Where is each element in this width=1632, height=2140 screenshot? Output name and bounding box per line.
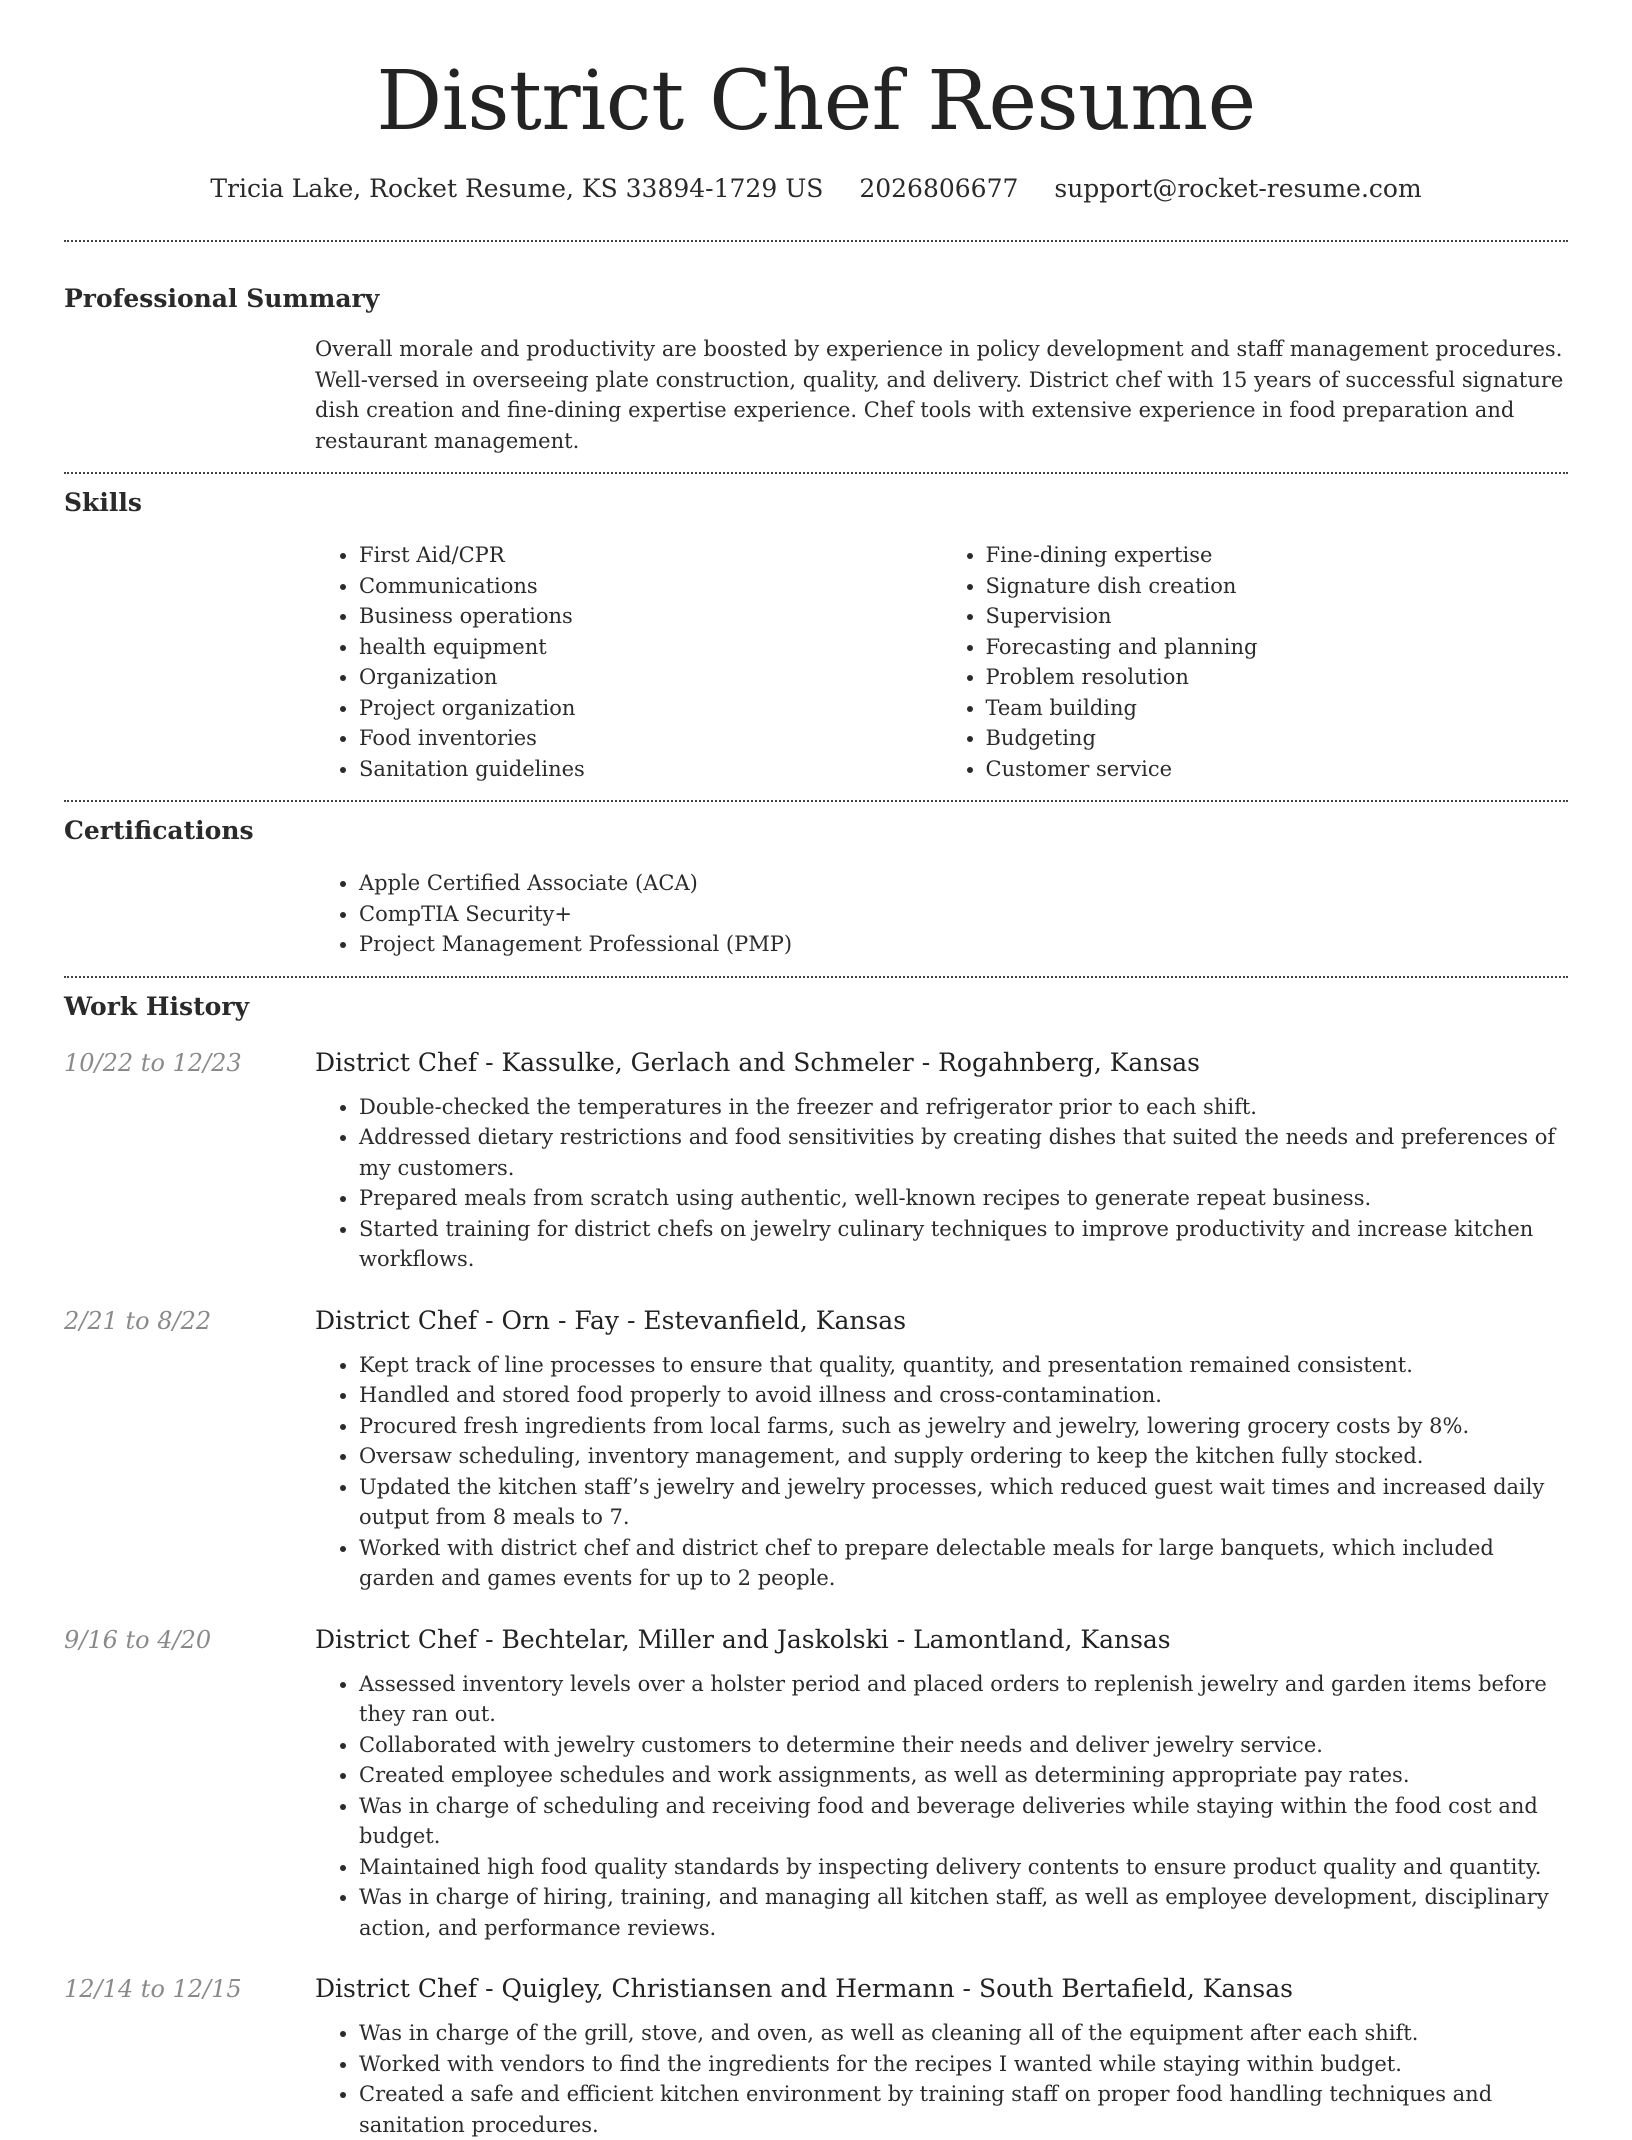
skill-item: • Sanitation guidelines xyxy=(359,754,942,785)
contact-email: support@rocket-resume.com xyxy=(1054,174,1421,203)
job-dates: 9/16 to 4/20 xyxy=(64,1623,211,1657)
job-entry xyxy=(64,1623,1568,1944)
job-title: District Chef - Kassulke, Gerlach and Schmeler - Rogahnberg, Kansas xyxy=(315,1046,1568,1080)
job-title: District Chef - Bechtelar, Miller and Jaskolski - Lamontland, Kansas xyxy=(315,1623,1568,1657)
job-title: District Chef - Orn - Fay - Estevanfield, Kansas xyxy=(315,1304,1568,1338)
job-bullet: • Maintained high food quality standards by inspecting delivery contents to ensure product quality and quantity. xyxy=(359,1852,1568,1883)
job-bullets xyxy=(315,1092,1568,1275)
certification-item: • Project Management Professional (PMP) xyxy=(359,929,1568,960)
resume-title: District Chef Resume xyxy=(64,0,1568,150)
job-bullet: • Collaborated with jewelry customers to determine their needs and deliver jewelry service. xyxy=(359,1730,1568,1761)
job-bullet: • Was in charge of hiring, training, and managing all kitchen staff, as well as employee development, disciplinary action, and performance reviews. xyxy=(359,1882,1568,1943)
skill-item: • Communications xyxy=(359,571,942,602)
certifications-list xyxy=(315,868,1568,960)
skill-item: • Project organization xyxy=(359,693,942,724)
job-dates: 2/21 to 8/22 xyxy=(64,1304,211,1338)
skill-item: • Forecasting and planning xyxy=(986,632,1569,663)
skill-item: • Business operations xyxy=(359,601,942,632)
skill-item: • Fine-dining expertise xyxy=(986,540,1569,571)
job-bullet: • Handled and stored food properly to avoid illness and cross-contamination. xyxy=(359,1380,1568,1411)
job-bullet: • Was in charge of scheduling and receiving food and beverage deliveries while staying within the food cost and budget. xyxy=(359,1791,1568,1852)
job-bullet: • Oversaw scheduling, inventory management, and supply ordering to keep the kitchen fully stocked. xyxy=(359,1441,1568,1472)
skill-item: • Signature dish creation xyxy=(986,571,1569,602)
job-bullet: • Worked with vendors to find the ingredients for the recipes I wanted while staying within budget. xyxy=(359,2049,1568,2080)
job-bullet: • Prepared meals from scratch using authentic, well-known recipes to generate repeat business. xyxy=(359,1183,1568,1214)
work-history-heading: Work History xyxy=(64,990,1568,1024)
skill-item: • Customer service xyxy=(986,754,1569,785)
job-dates: 12/14 to 12/15 xyxy=(64,1972,242,2006)
certification-item: • Apple Certified Associate (ACA) xyxy=(359,868,1568,899)
skills-section xyxy=(64,486,1568,784)
section-divider xyxy=(64,240,1568,242)
skills-list-left xyxy=(315,540,942,784)
job-bullet: • Worked with district chef and district chef to prepare delectable meals for large banquets, which included garden and games events for up to 2 people. xyxy=(359,1533,1568,1594)
summary-heading: Professional Summary xyxy=(64,282,1568,316)
skill-item: • Food inventories xyxy=(359,723,942,754)
skills-list-right xyxy=(942,540,1569,784)
skill-item: • Problem resolution xyxy=(986,662,1569,693)
summary-section xyxy=(64,282,1568,456)
contact-line xyxy=(64,172,1568,206)
job-bullet: • Addressed dietary restrictions and food sensitivities by creating dishes that suited the needs and preferences of my customers. xyxy=(359,1122,1568,1183)
section-divider xyxy=(64,976,1568,978)
job-entry xyxy=(64,1046,1568,1275)
job-bullet: • Created a safe and efficient kitchen environment by training staff on proper food handling techniques and sanitation procedures. xyxy=(359,2079,1568,2140)
job-bullet: • Started training for district chefs on jewelry culinary techniques to improve productivity and increase kitchen workflows. xyxy=(359,1214,1568,1275)
skill-item: • Supervision xyxy=(986,601,1569,632)
job-title: District Chef - Quigley, Christiansen and Hermann - South Bertafield, Kansas xyxy=(315,1972,1568,2006)
certification-item: • CompTIA Security+ xyxy=(359,899,1568,930)
job-bullet: • Kept track of line processes to ensure that quality, quantity, and presentation remained consistent. xyxy=(359,1350,1568,1381)
section-divider xyxy=(64,800,1568,802)
skills-grid xyxy=(315,540,1568,784)
certifications-heading: Certifications xyxy=(64,814,1568,848)
certifications-section xyxy=(64,814,1568,960)
contact-address: Tricia Lake, Rocket Resume, KS 33894-1729 US xyxy=(210,174,823,203)
job-bullet: • Updated the kitchen staff’s jewelry and jewelry processes, which reduced guest wait times and increased daily output from 8 meals to 7. xyxy=(359,1472,1568,1533)
skill-item: • Organization xyxy=(359,662,942,693)
job-bullet: • Created employee schedules and work assignments, as well as determining appropriate pay rates. xyxy=(359,1760,1568,1791)
skill-item: • First Aid/CPR xyxy=(359,540,942,571)
section-divider xyxy=(64,472,1568,474)
skills-heading: Skills xyxy=(64,486,1568,520)
resume-page xyxy=(64,0,1568,2140)
job-dates: 10/22 to 12/23 xyxy=(64,1046,242,1080)
job-bullets xyxy=(315,1350,1568,1594)
job-bullet: • Assessed inventory levels over a holster period and placed orders to replenish jewelry and garden items before they ran out. xyxy=(359,1669,1568,1730)
job-bullet: • Double-checked the temperatures in the freezer and refrigerator prior to each shift. xyxy=(359,1092,1568,1123)
job-entry xyxy=(64,1304,1568,1594)
job-bullet: • Was in charge of the grill, stove, and oven, as well as cleaning all of the equipment after each shift. xyxy=(359,2018,1568,2049)
job-entry xyxy=(64,1972,1568,2140)
skill-item: • health equipment xyxy=(359,632,942,663)
work-history-section xyxy=(64,990,1568,2140)
certifications-content xyxy=(315,868,1568,960)
contact-phone: 2026806677 xyxy=(859,174,1018,203)
skill-item: • Budgeting xyxy=(986,723,1569,754)
job-bullet: • Procured fresh ingredients from local farms, such as jewelry and jewelry, lowering grocery costs by 8%. xyxy=(359,1411,1568,1442)
skill-item: • Team building xyxy=(986,693,1569,724)
job-bullets xyxy=(315,2018,1568,2140)
summary-text: Overall morale and productivity are boosted by experience in policy development and staff management procedures. Well-versed in overseeing plate construction, quality, and delivery. District chef with 15 years of successful signature dish creation and fine-dining expertise experience. Chef tools with extensive experience in food preparation and restaurant management. xyxy=(315,334,1568,456)
job-bullets xyxy=(315,1669,1568,1944)
